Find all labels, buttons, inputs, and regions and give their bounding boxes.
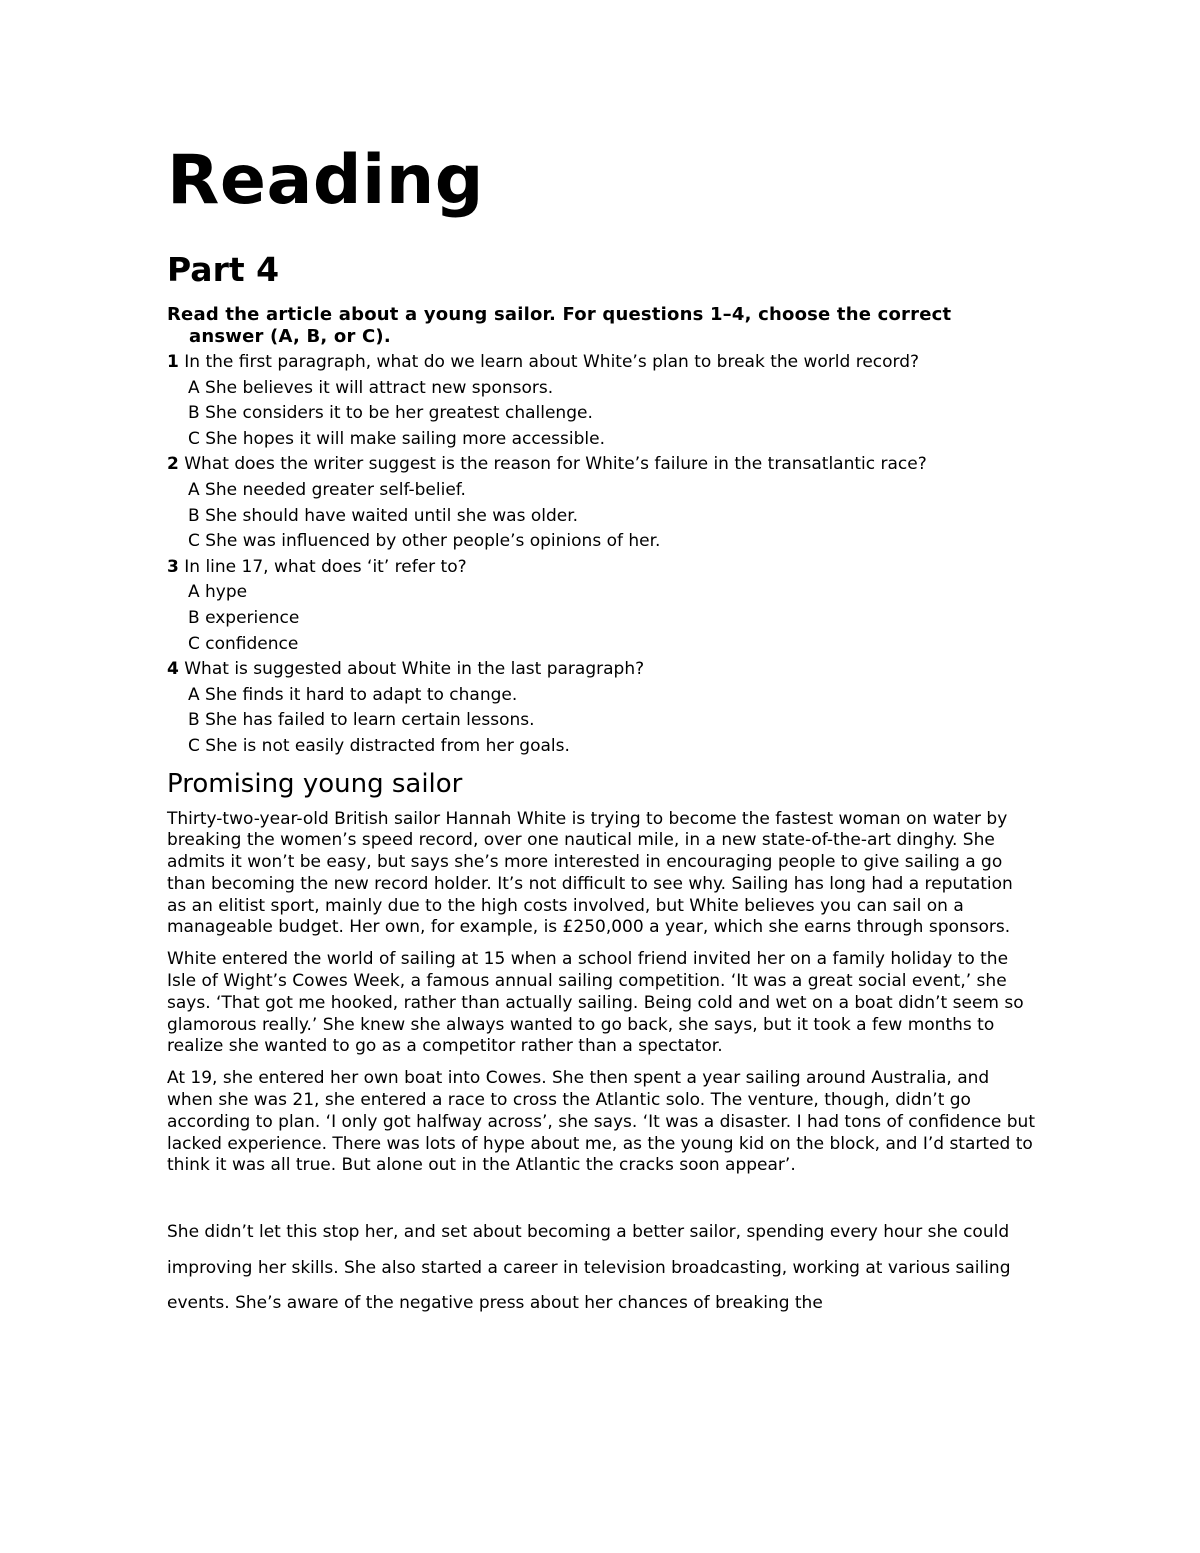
answer-option: A She believes it will attract new sponsors.	[188, 377, 554, 398]
instructions: Read the article about a young sailor. For questions 1–4, choose the correct answer (A, B, or C).	[167, 304, 952, 347]
article-paragraph: At 19, she entered her own boat into Cowes. She then spent a year sailing around Australia, and when she was 21, she entered a race to cross the Atlantic solo. The venture, though, didn’t go according to plan. ‘I only got halfway across’, she says. ‘It was a disaster. I had tons of confidence but lacked experience. There was lots of hype about me, as the young kid on the block, and I’d started to think it was all true. But alone out in the Atlantic the cracks soon appear’.	[167, 1068, 1035, 1176]
page-title: Reading	[167, 141, 484, 220]
question-text: In line 17, what does ‘it’ refer to?	[184, 556, 467, 577]
question-1	[167, 350, 1047, 452]
answer-option: C She hopes it will make sailing more accessible.	[188, 428, 605, 449]
question-list	[167, 350, 1047, 760]
answer-option: C confidence	[188, 633, 299, 654]
article-paragraph: Thirty-two-year-old British sailor Hannah White is trying to become the fastest woman on water by breaking the women’s speed record, over one nautical mile, in a new state-of-the-art dinghy. She admits it won’t be easy, but says she’s more interested in encouraging people to give sailing a go than becoming the new record holder. It’s not difficult to see why. Sailing has long had a reputation as an elitist sport, mainly due to the high costs involved, but White believes you can sail on a manageable budget. Her own, for example, is £250,000 a year, which she earns through sponsors.	[167, 808, 1013, 938]
question-2	[167, 452, 1047, 554]
answer-option: B She has failed to learn certain lessons.	[188, 710, 535, 731]
question-4	[167, 657, 1047, 759]
answer-option: A She needed greater self-belief.	[188, 479, 466, 500]
question-text: What does the writer suggest is the reason for White’s failure in the transatlantic race?	[184, 454, 927, 475]
answer-option: A She finds it hard to adapt to change.	[188, 684, 518, 705]
answer-option: C She is not easily distracted from her goals.	[188, 735, 570, 756]
question-number: 4	[167, 659, 179, 680]
article-title: Promising young sailor	[167, 768, 463, 799]
answer-option: B She should have waited until she was older.	[188, 505, 579, 526]
question-text: What is suggested about White in the last paragraph?	[184, 659, 645, 680]
document-page	[167, 140, 1047, 1322]
question-number: 2	[167, 454, 179, 475]
question-3	[167, 555, 1047, 657]
article-paragraph: She didn’t let this stop her, and set about becoming a better sailor, spending every hour she could improving her skills. She also started a career in television broadcasting, working at various sailing events. She’s aware of the negative press about her chances of breaking the	[167, 1222, 1011, 1314]
question-number: 3	[167, 556, 179, 577]
answer-option: B She considers it to be her greatest challenge.	[188, 403, 593, 424]
question-number: 1	[167, 352, 179, 372]
answer-option: C She was influenced by other people’s opinions of her.	[188, 531, 661, 552]
answer-option: A hype	[188, 582, 248, 603]
answer-option: B experience	[188, 607, 300, 628]
article-paragraph: White entered the world of sailing at 15 when a school friend invited her on a family holiday to the Isle of Wight’s Cowes Week, a famous annual sailing competition. ‘It was a great social event,’ she says. ‘That got me hooked, rather than actually sailing. Being cold and wet on a boat didn’t seem so glamorous really.’ She knew she always wanted to go back, she says, but it took a few months to realize she wanted to go as a competitor rather than a spectator.	[167, 949, 1024, 1057]
question-text: In the first paragraph, what do we learn about White’s plan to break the world record?	[184, 352, 920, 372]
part-heading: Part 4	[167, 250, 280, 289]
